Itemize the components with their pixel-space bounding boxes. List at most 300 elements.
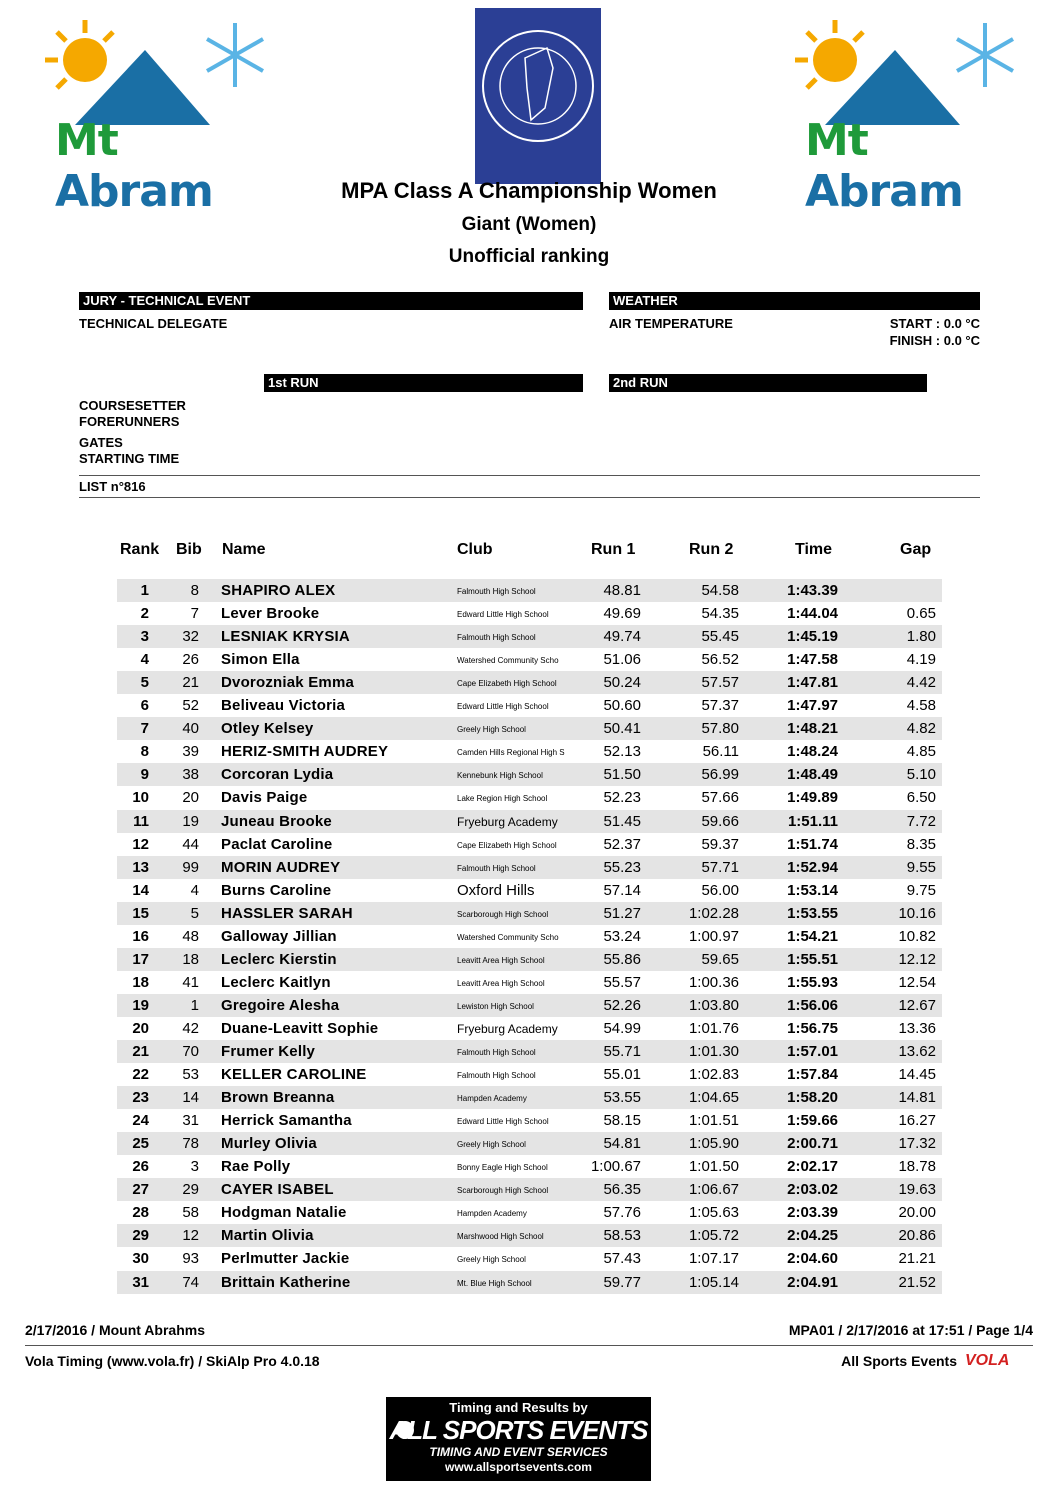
cell-run1: 55.23 [603, 858, 641, 876]
cell-name: Otley Kelsey [221, 720, 314, 738]
cell-run1: 53.55 [603, 1089, 641, 1107]
header-time: Time [795, 541, 833, 558]
cell-bib: 31 [182, 1112, 199, 1130]
cell-run2: 54.58 [701, 582, 739, 599]
cell-gap: 18.78 [898, 1158, 936, 1176]
cell-run2: 1:01.76 [688, 1019, 739, 1037]
cell-bib: 78 [182, 1135, 199, 1153]
cell-rank: 24 [132, 1112, 149, 1130]
cell-club: Falmouth High School [457, 633, 536, 643]
cell-bib: 52 [182, 697, 199, 715]
cell-name: Frumer Kelly [221, 1043, 316, 1060]
cell-bib: 74 [182, 1273, 199, 1291]
cell-club: Marshwood High School [457, 1232, 544, 1242]
cell-bib: 26 [182, 651, 199, 669]
cell-rank: 15 [132, 904, 149, 922]
cell-bib: 58 [182, 1204, 199, 1222]
cell-rank: 5 [140, 674, 149, 692]
cell-name: Murley Olivia [221, 1135, 317, 1153]
cell-rank: 23 [132, 1089, 149, 1107]
cell-rank: 6 [140, 697, 149, 715]
cell-bib: 21 [182, 674, 199, 692]
vola-logo: VOLA [965, 1352, 1010, 1369]
cell-time: 1:51.74 [787, 835, 838, 853]
starting-time-label: STARTING TIME [79, 451, 180, 466]
cell-gap: 10.82 [898, 927, 936, 945]
cell-run2: 55.45 [701, 628, 739, 646]
cell-club: Cape Elizabeth High School [457, 840, 557, 850]
cell-gap: 13.62 [898, 1043, 936, 1060]
cell-time: 1:55.51 [787, 950, 838, 968]
cell-name: HERIZ-SMITH AUDREY [221, 743, 389, 761]
cell-time: 1:44.04 [787, 605, 838, 623]
cell-gap: 16.27 [898, 1112, 936, 1130]
cell-club: Leavitt Area High School [457, 955, 545, 965]
cell-rank: 11 [133, 812, 149, 830]
cell-name: Lever Brooke [221, 605, 320, 623]
page-title: MPA Class A Championship Women [341, 178, 717, 203]
cell-run1: 55.57 [603, 973, 641, 991]
cell-run1: 51.27 [603, 904, 641, 922]
cell-run2: 1:05.90 [688, 1135, 739, 1153]
cell-bib: 8 [190, 582, 199, 599]
cell-rank: 30 [132, 1250, 149, 1268]
table-row [117, 1040, 942, 1063]
cell-bib: 44 [182, 835, 199, 853]
cell-club: Bonny Eagle High School [457, 1163, 548, 1173]
cell-run2: 1:01.51 [688, 1112, 739, 1130]
table-row [117, 1086, 942, 1109]
cell-gap: 7.72 [906, 812, 936, 830]
cell-time: 1:48.49 [787, 766, 838, 784]
cell-run1: 49.74 [603, 628, 641, 646]
cell-name: MORIN AUDREY [221, 858, 341, 876]
cell-time: 2:00.71 [787, 1135, 838, 1153]
table-row [117, 648, 942, 671]
cell-name: KELLER CAROLINE [221, 1066, 367, 1084]
cell-bib: 29 [182, 1181, 199, 1199]
cell-run1: 1:00.67 [590, 1158, 641, 1176]
divider [25, 1345, 1033, 1346]
cell-name: Martin Olivia [221, 1227, 314, 1245]
cell-run2: 1:06.67 [688, 1181, 739, 1199]
cell-run1: 57.76 [603, 1204, 641, 1222]
cell-run1: 56.35 [603, 1181, 641, 1199]
cell-rank: 8 [140, 743, 149, 761]
footer-organizer: All Sports Events [841, 1353, 957, 1369]
cell-club: Edward Little High School [457, 702, 549, 712]
table-row [117, 1109, 942, 1132]
cell-name: Brown Breanna [221, 1089, 335, 1107]
cell-club: Falmouth High School [457, 1048, 536, 1057]
seal-emblem-icon [475, 8, 601, 184]
cell-bib: 12 [182, 1227, 199, 1245]
cell-gap: 1.80 [906, 628, 936, 646]
cell-club: Cape Elizabeth High School [457, 679, 557, 689]
cell-time: 1:57.84 [787, 1066, 838, 1084]
cell-run2: 1:01.30 [688, 1043, 739, 1060]
run2-bar: 2nd RUN [609, 374, 927, 392]
cell-run2: 1:05.72 [688, 1227, 739, 1245]
header-run2: Run 2 [689, 541, 734, 558]
footer-software: Vola Timing (www.vola.fr) / SkiAlp Pro 4.0.18 [25, 1353, 320, 1369]
cell-rank: 1 [140, 582, 149, 599]
cell-bib: 48 [182, 927, 199, 945]
cell-gap: 20.86 [898, 1227, 936, 1245]
table-row [117, 1178, 942, 1201]
cell-name: Rae Polly [221, 1158, 291, 1176]
cell-gap: 17.32 [898, 1135, 936, 1153]
cell-time: 2:04.25 [787, 1227, 838, 1245]
cell-club: Scarborough High School [457, 909, 549, 919]
cell-run1: 57.14 [603, 881, 641, 899]
cell-bib: 38 [182, 766, 199, 784]
cell-gap: 4.82 [906, 720, 936, 738]
cell-club: Oxford Hills [457, 881, 535, 899]
cell-run2: 1:02.28 [688, 904, 739, 922]
cell-run2: 1:03.80 [688, 996, 739, 1014]
table-row [117, 602, 942, 625]
footer-page-info: MPA01 / 2/17/2016 at 17:51 / Page 1/4 [788, 1322, 1033, 1338]
cell-rank: 17 [132, 950, 149, 968]
cell-gap: 20.00 [898, 1204, 936, 1222]
table-row [117, 1063, 942, 1086]
cell-run2: 57.57 [701, 674, 739, 692]
cell-club: Falmouth High School [457, 1071, 536, 1081]
cell-name: LESNIAK KRYSIA [221, 628, 350, 646]
cell-run1: 57.43 [603, 1250, 641, 1268]
cell-bib: 99 [182, 858, 199, 876]
cell-club: Watershed Community Scho [457, 932, 559, 942]
cell-run1: 54.99 [603, 1019, 641, 1037]
sponsor-line1: Timing and Results by [449, 1400, 588, 1415]
cell-club: Fryeburg Academy [457, 1021, 558, 1036]
footer-date-location: 2/17/2016 / Mount Abrahms [25, 1322, 205, 1338]
cell-time: 1:49.89 [787, 789, 838, 807]
cell-time: 1:56.75 [787, 1019, 838, 1037]
cell-rank: 29 [132, 1227, 149, 1245]
cell-club: Falmouth High School [457, 587, 536, 596]
cell-rank: 18 [132, 973, 149, 991]
cell-name: CAYER ISABEL [221, 1181, 334, 1199]
cell-run2: 59.37 [701, 835, 739, 853]
cell-gap: 14.45 [898, 1066, 936, 1084]
cell-bib: 18 [182, 950, 199, 968]
cell-gap: 8.35 [906, 835, 936, 853]
technical-delegate-label: TECHNICAL DELEGATE [79, 316, 228, 331]
cell-run1: 51.50 [603, 766, 641, 784]
cell-run2: 59.65 [701, 950, 739, 968]
cell-rank: 14 [132, 881, 149, 899]
table-row [117, 579, 942, 602]
header-gap: Gap [900, 541, 932, 558]
air-temperature-label: AIR TEMPERATURE [609, 316, 733, 331]
weather-bar: WEATHER [609, 292, 980, 310]
cell-bib: 4 [190, 881, 199, 899]
cell-name: Duane-Leavitt Sophie [221, 1019, 379, 1037]
table-row [117, 810, 942, 833]
cell-name: HASSLER SARAH [221, 904, 353, 922]
cell-gap: 21.21 [898, 1250, 936, 1268]
sponsor-url: www.allsportsevents.com [445, 1460, 592, 1474]
cell-run2: 1:05.63 [688, 1204, 739, 1222]
cell-run1: 58.15 [603, 1112, 641, 1130]
cell-rank: 10 [132, 789, 149, 807]
table-row [117, 925, 942, 948]
cell-run2: 1:07.17 [688, 1250, 739, 1268]
table-row [117, 879, 942, 902]
header-name: Name [222, 541, 266, 558]
cell-name: Burns Caroline [221, 881, 332, 899]
cell-gap: 4.42 [906, 674, 936, 692]
cell-club: Hampden Academy [457, 1094, 527, 1104]
cell-bib: 93 [182, 1250, 199, 1268]
cell-time: 1:51.11 [787, 812, 838, 830]
cell-run2: 1:05.14 [688, 1273, 739, 1291]
cell-run2: 57.71 [701, 858, 739, 876]
cell-time: 1:48.24 [787, 743, 838, 761]
cell-rank: 21 [132, 1043, 149, 1060]
cell-run2: 1:00.97 [688, 927, 739, 945]
cell-club: Mt. Blue High School [457, 1278, 532, 1288]
cell-run1: 48.81 [603, 582, 641, 599]
cell-gap: 5.10 [906, 766, 936, 784]
cell-bib: 40 [182, 720, 199, 738]
cell-time: 1:53.14 [787, 881, 838, 899]
table-row [117, 1155, 942, 1178]
cell-club: Greely High School [457, 1255, 526, 1265]
cell-time: 2:04.91 [787, 1273, 838, 1291]
cell-bib: 53 [182, 1066, 199, 1084]
table-row [117, 1201, 942, 1224]
cell-run1: 53.24 [603, 927, 641, 945]
sponsor-tagline: TIMING AND EVENT SERVICES [429, 1445, 608, 1459]
cell-time: 2:03.02 [787, 1181, 838, 1199]
cell-time: 1:59.66 [787, 1112, 838, 1130]
cell-time: 2:04.60 [787, 1250, 838, 1268]
cell-bib: 20 [182, 789, 199, 807]
cell-rank: 9 [140, 766, 149, 784]
table-row [117, 948, 942, 971]
cell-gap: 21.52 [898, 1273, 936, 1291]
cell-bib: 42 [182, 1019, 199, 1037]
cell-run1: 55.71 [603, 1043, 641, 1060]
cell-bib: 5 [190, 904, 199, 922]
cell-name: Hodgman Natalie [221, 1204, 347, 1222]
table-row [117, 994, 942, 1017]
cell-time: 1:43.39 [787, 582, 838, 599]
cell-rank: 3 [140, 628, 149, 646]
table-row [117, 1224, 942, 1247]
table-row [117, 763, 942, 786]
cell-club: Edward Little High School [457, 1117, 549, 1127]
cell-rank: 22 [132, 1066, 149, 1084]
cell-run2: 56.52 [701, 651, 739, 669]
cell-run2: 57.66 [701, 789, 739, 807]
cell-run1: 51.06 [603, 651, 641, 669]
cell-rank: 27 [132, 1181, 149, 1199]
cell-time: 1:53.55 [787, 904, 838, 922]
cell-rank: 16 [132, 927, 149, 945]
cell-gap: 14.81 [898, 1089, 936, 1107]
cell-club: Leavitt Area High School [457, 978, 545, 988]
cell-name: Gregoire Alesha [221, 996, 340, 1014]
cell-run1: 52.23 [603, 789, 641, 807]
cell-name: Juneau Brooke [221, 812, 332, 830]
cell-name: Dvorozniak Emma [221, 674, 355, 692]
cell-name: Beliveau Victoria [221, 697, 346, 715]
header-bib: Bib [176, 541, 202, 558]
cell-gap: 12.12 [898, 950, 936, 968]
cell-club: Falmouth High School [457, 863, 536, 873]
cell-rank: 13 [132, 858, 149, 876]
finish-temperature: FINISH : 0.0 °C [889, 333, 980, 348]
sponsor-name: ALL SPORTS EVENTS [389, 1415, 648, 1445]
cell-gap: 4.19 [906, 651, 936, 669]
cell-run1: 52.37 [603, 835, 641, 853]
table-row [117, 856, 942, 879]
header-run1: Run 1 [591, 541, 636, 558]
event-subtitle: Giant (Women) [461, 214, 597, 235]
cell-name: Leclerc Kaitlyn [221, 973, 331, 991]
cell-name: Perlmutter Jackie [221, 1250, 350, 1268]
table-row [117, 740, 942, 763]
cell-run2: 56.00 [701, 881, 739, 899]
cell-club: Scarborough High School [457, 1186, 549, 1196]
cell-bib: 7 [190, 605, 199, 623]
cell-run1: 58.53 [603, 1227, 641, 1245]
cell-club: Hampden Academy [457, 1209, 527, 1219]
cell-time: 1:48.21 [787, 720, 838, 738]
table-row [117, 971, 942, 994]
cell-name: Galloway Jillian [221, 927, 337, 945]
cell-time: 1:58.20 [787, 1089, 838, 1107]
header-club: Club [457, 541, 493, 558]
cell-rank: 4 [140, 651, 149, 669]
divider [79, 497, 980, 498]
cell-time: 2:02.17 [787, 1158, 838, 1176]
cell-gap: 9.75 [906, 881, 936, 899]
cell-gap: 4.58 [906, 697, 936, 715]
run1-bar: 1st RUN [264, 374, 583, 392]
cell-bib: 70 [182, 1043, 199, 1060]
cell-club: Watershed Community Scho [457, 656, 559, 666]
cell-run2: 56.11 [702, 743, 739, 761]
table-row [117, 786, 942, 809]
mt-abram-logo-left [30, 15, 260, 217]
list-number: LIST n°816 [79, 479, 146, 494]
divider [79, 475, 980, 476]
table-row [117, 833, 942, 856]
cell-gap: 12.54 [898, 973, 936, 991]
cell-name: Leclerc Kierstin [221, 950, 337, 968]
cell-name: Brittain Katherine [221, 1273, 351, 1291]
table-row [117, 902, 942, 925]
cell-time: 2:03.39 [787, 1204, 838, 1222]
cell-club: Greely High School [457, 1140, 526, 1150]
cell-run2: 1:04.65 [688, 1089, 739, 1107]
cell-run2: 57.80 [701, 720, 739, 738]
mt-abram-logo-right [780, 15, 1010, 217]
cell-run2: 57.37 [701, 697, 739, 715]
cell-run1: 55.86 [603, 950, 641, 968]
cell-time: 1:45.19 [787, 628, 838, 646]
cell-gap: 9.55 [906, 858, 936, 876]
cell-time: 1:47.97 [787, 697, 838, 715]
cell-bib: 41 [182, 973, 199, 991]
mpa-seal [475, 8, 601, 184]
cell-run1: 50.24 [603, 674, 641, 692]
cell-run1: 51.45 [603, 812, 641, 830]
cell-club: Greely High School [457, 725, 526, 735]
cell-bib: 19 [182, 812, 199, 830]
cell-club: Camden Hills Regional High S [457, 748, 565, 758]
cell-gap: 13.36 [898, 1019, 936, 1037]
cell-club: Kennebunk High School [457, 771, 543, 781]
cell-name: Herrick Samantha [221, 1112, 352, 1130]
cell-time: 1:52.94 [787, 858, 838, 876]
table-row [117, 671, 942, 694]
cell-rank: 26 [132, 1158, 149, 1176]
cell-name: Davis Paige [221, 789, 308, 807]
cell-name: Paclat Caroline [221, 835, 333, 853]
cell-time: 1:57.01 [787, 1043, 838, 1060]
table-row [117, 694, 942, 717]
cell-rank: 28 [132, 1204, 149, 1222]
cell-name: Corcoran Lydia [221, 766, 334, 784]
cell-name: SHAPIRO ALEX [221, 582, 336, 599]
cell-run2: 59.66 [701, 812, 739, 830]
cell-gap: 19.63 [898, 1181, 936, 1199]
cell-club: Edward Little High School [457, 610, 549, 620]
cell-rank: 19 [132, 996, 149, 1014]
cell-bib: 3 [190, 1158, 199, 1176]
cell-gap: 4.85 [906, 743, 936, 761]
cell-run1: 54.81 [603, 1135, 641, 1153]
cell-run1: 50.60 [603, 697, 641, 715]
coursesetter-label: COURSESETTER [79, 398, 186, 413]
cell-run1: 59.77 [603, 1273, 641, 1291]
cell-run1: 52.13 [603, 743, 641, 761]
cell-run2: 54.35 [701, 605, 739, 623]
ranking-status: Unofficial ranking [448, 246, 610, 267]
cell-rank: 12 [132, 835, 149, 853]
cell-club: Lewiston High School [457, 1001, 534, 1011]
cell-bib: 32 [182, 628, 199, 646]
start-temperature: START : 0.0 °C [889, 316, 980, 331]
cell-run2: 1:02.83 [688, 1066, 739, 1084]
cell-rank: 25 [132, 1135, 149, 1153]
cell-time: 1:55.93 [787, 973, 838, 991]
cell-run2: 1:01.50 [688, 1158, 739, 1176]
cell-run1: 55.01 [603, 1066, 641, 1084]
cell-club: Fryeburg Academy [457, 814, 558, 829]
table-row [117, 717, 942, 740]
table-row [117, 1017, 942, 1040]
cell-gap: 12.67 [898, 996, 936, 1014]
cell-time: 1:47.58 [787, 651, 838, 669]
cell-gap: 6.50 [906, 789, 936, 807]
cell-gap: 0.65 [906, 605, 936, 623]
jury-bar: JURY - TECHNICAL EVENT [79, 292, 583, 310]
cell-club: Lake Region High School [457, 794, 548, 804]
logo-wordmark: Mt Abram [805, 115, 963, 217]
cell-bib: 1 [190, 996, 199, 1014]
gates-label: GATES [79, 435, 123, 450]
cell-rank: 31 [132, 1273, 149, 1291]
cell-gap: 10.16 [898, 904, 936, 922]
cell-time: 1:54.21 [787, 927, 838, 945]
